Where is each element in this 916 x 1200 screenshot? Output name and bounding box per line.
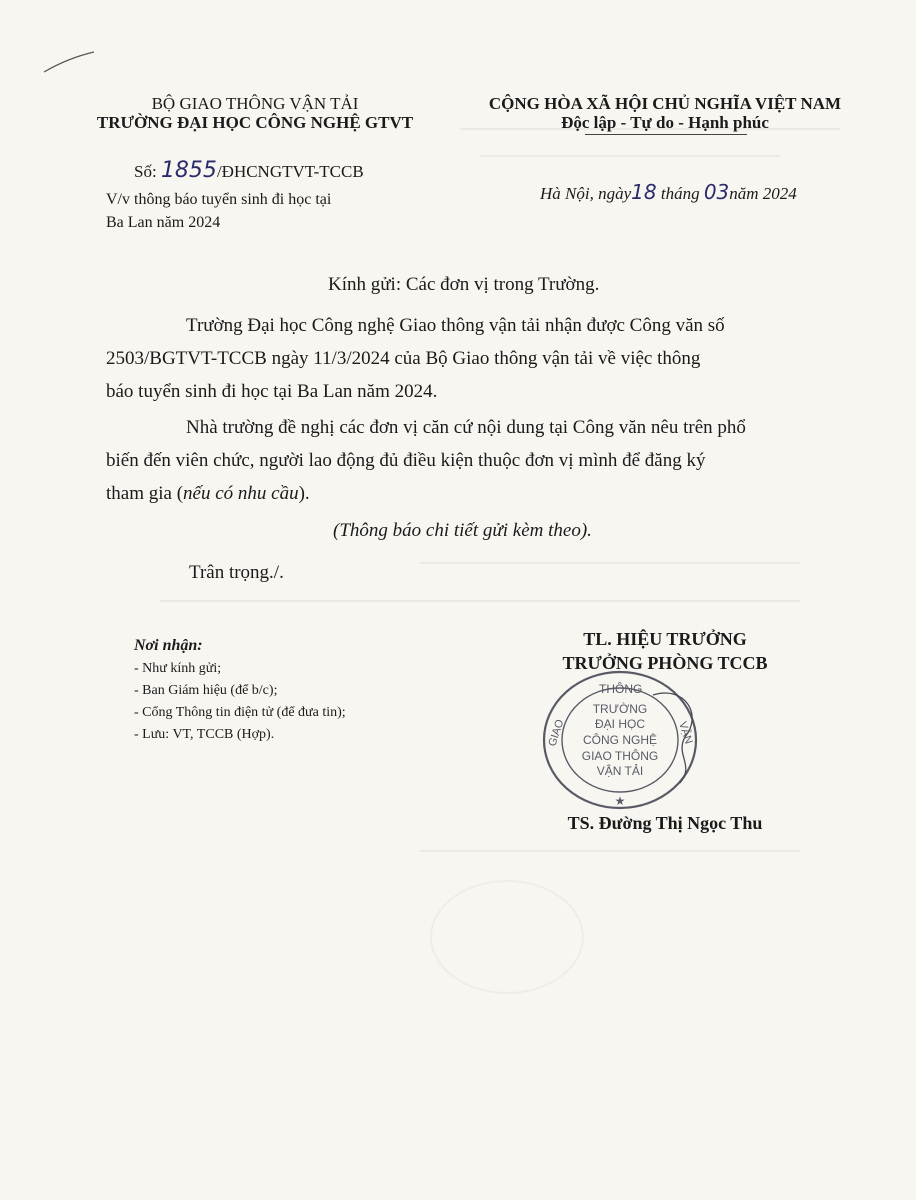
number-suffix: /ĐHCNGTVT-TCCB — [216, 162, 364, 181]
paragraph-2-line: Nhà trường đề nghị các đơn vị căn cứ nội dung tại Công văn nêu trên phổ — [186, 417, 746, 438]
show-through-line — [420, 850, 800, 852]
document-number — [134, 158, 364, 183]
recipient-item: - Ban Giám hiệu (để b/c); — [134, 683, 278, 698]
attachment-note: (Thông báo chi tiết gửi kèm theo). — [333, 520, 592, 541]
ministry-name: BỘ GIAO THÔNG VẬN TẢI — [151, 94, 359, 113]
seal-top-text: THÔNG — [599, 682, 643, 696]
paragraph-1-line: báo tuyển sinh đi học tại Ba Lan năm 2024. — [106, 381, 438, 402]
recipient-line: Kính gửi: Các đơn vị trong Trường. — [328, 274, 600, 295]
show-through-line — [480, 155, 780, 157]
seal-center-line: ĐẠI HỌC — [594, 717, 646, 731]
recipient-item: - Lưu: VT, TCCB (Hợp). — [134, 727, 275, 742]
paragraph-1-line: 2503/BGTVT-TCCB ngày 11/3/2024 của Bộ Giao thông vận tải về việc thông — [106, 348, 701, 369]
subject-line: Ba Lan năm 2024 — [106, 214, 221, 231]
date-line — [540, 180, 797, 204]
signature-title-1: TL. HIỆU TRƯỞNG — [583, 629, 747, 649]
handwritten-day: 18 — [631, 180, 657, 204]
show-through-stamp — [430, 880, 584, 994]
seal-left-text: GIAO — [546, 718, 567, 748]
recipient-item: - Như kính gửi; — [134, 661, 222, 676]
motto-underline — [585, 134, 747, 135]
seal-star-icon: ★ — [614, 794, 626, 808]
closing: Trân trọng./. — [189, 562, 284, 583]
date-year-label: năm 2024 — [729, 184, 797, 203]
recipient-item: - Cổng Thông tin điện tử (để đưa tin); — [134, 705, 346, 720]
show-through-line — [160, 600, 800, 602]
recipients-title: Nơi nhận: — [134, 637, 203, 654]
seal-right-text: VẬN — [676, 720, 695, 746]
signer-name: TS. Đường Thị Ngọc Thu — [567, 813, 763, 833]
paragraph-2-line: biến đến viên chức, người lao động đủ điều kiện thuộc đơn vị mình để đăng ký — [106, 450, 706, 471]
subject-line: V/v thông báo tuyển sinh đi học tại — [106, 191, 332, 208]
signature-title-2: TRƯỞNG PHÒNG TCCB — [562, 653, 768, 673]
subject — [106, 188, 331, 234]
handwritten-number: 1855 — [160, 158, 217, 183]
school-name: TRƯỜNG ĐẠI HỌC CÔNG NGHỆ GTVT — [96, 113, 414, 132]
number-prefix: Số: — [134, 162, 157, 181]
show-through-line — [420, 562, 800, 564]
date-place: Hà Nội, ngày — [540, 184, 632, 203]
date-month-label: tháng — [660, 184, 700, 203]
seal-center-line: VẬN TẢI — [596, 764, 644, 778]
handwritten-month: 03 — [703, 180, 730, 204]
paragraph-1-line: Trường Đại học Công nghệ Giao thông vận tải nhận được Công văn số — [186, 315, 725, 336]
seal-center-line: GIAO THÔNG — [581, 749, 659, 763]
official-seal-icon — [535, 665, 705, 820]
paragraph-2-line — [106, 477, 310, 510]
text-fragment: ). — [298, 483, 310, 504]
country-name: CỘNG HÒA XÃ HỘI CHỦ NGHĨA VIỆT NAM — [488, 94, 842, 113]
text-fragment-italic: nếu có nhu cầu — [183, 483, 299, 504]
motto: Độc lập - Tự do - Hạnh phúc — [561, 113, 769, 132]
seal-center-line: CÔNG NGHỆ — [582, 733, 658, 747]
recipients-block — [134, 634, 346, 746]
seal-center-line: TRƯỜNG — [592, 702, 648, 716]
text-fragment: tham gia ( — [106, 483, 184, 504]
pen-mark-icon — [40, 48, 100, 78]
